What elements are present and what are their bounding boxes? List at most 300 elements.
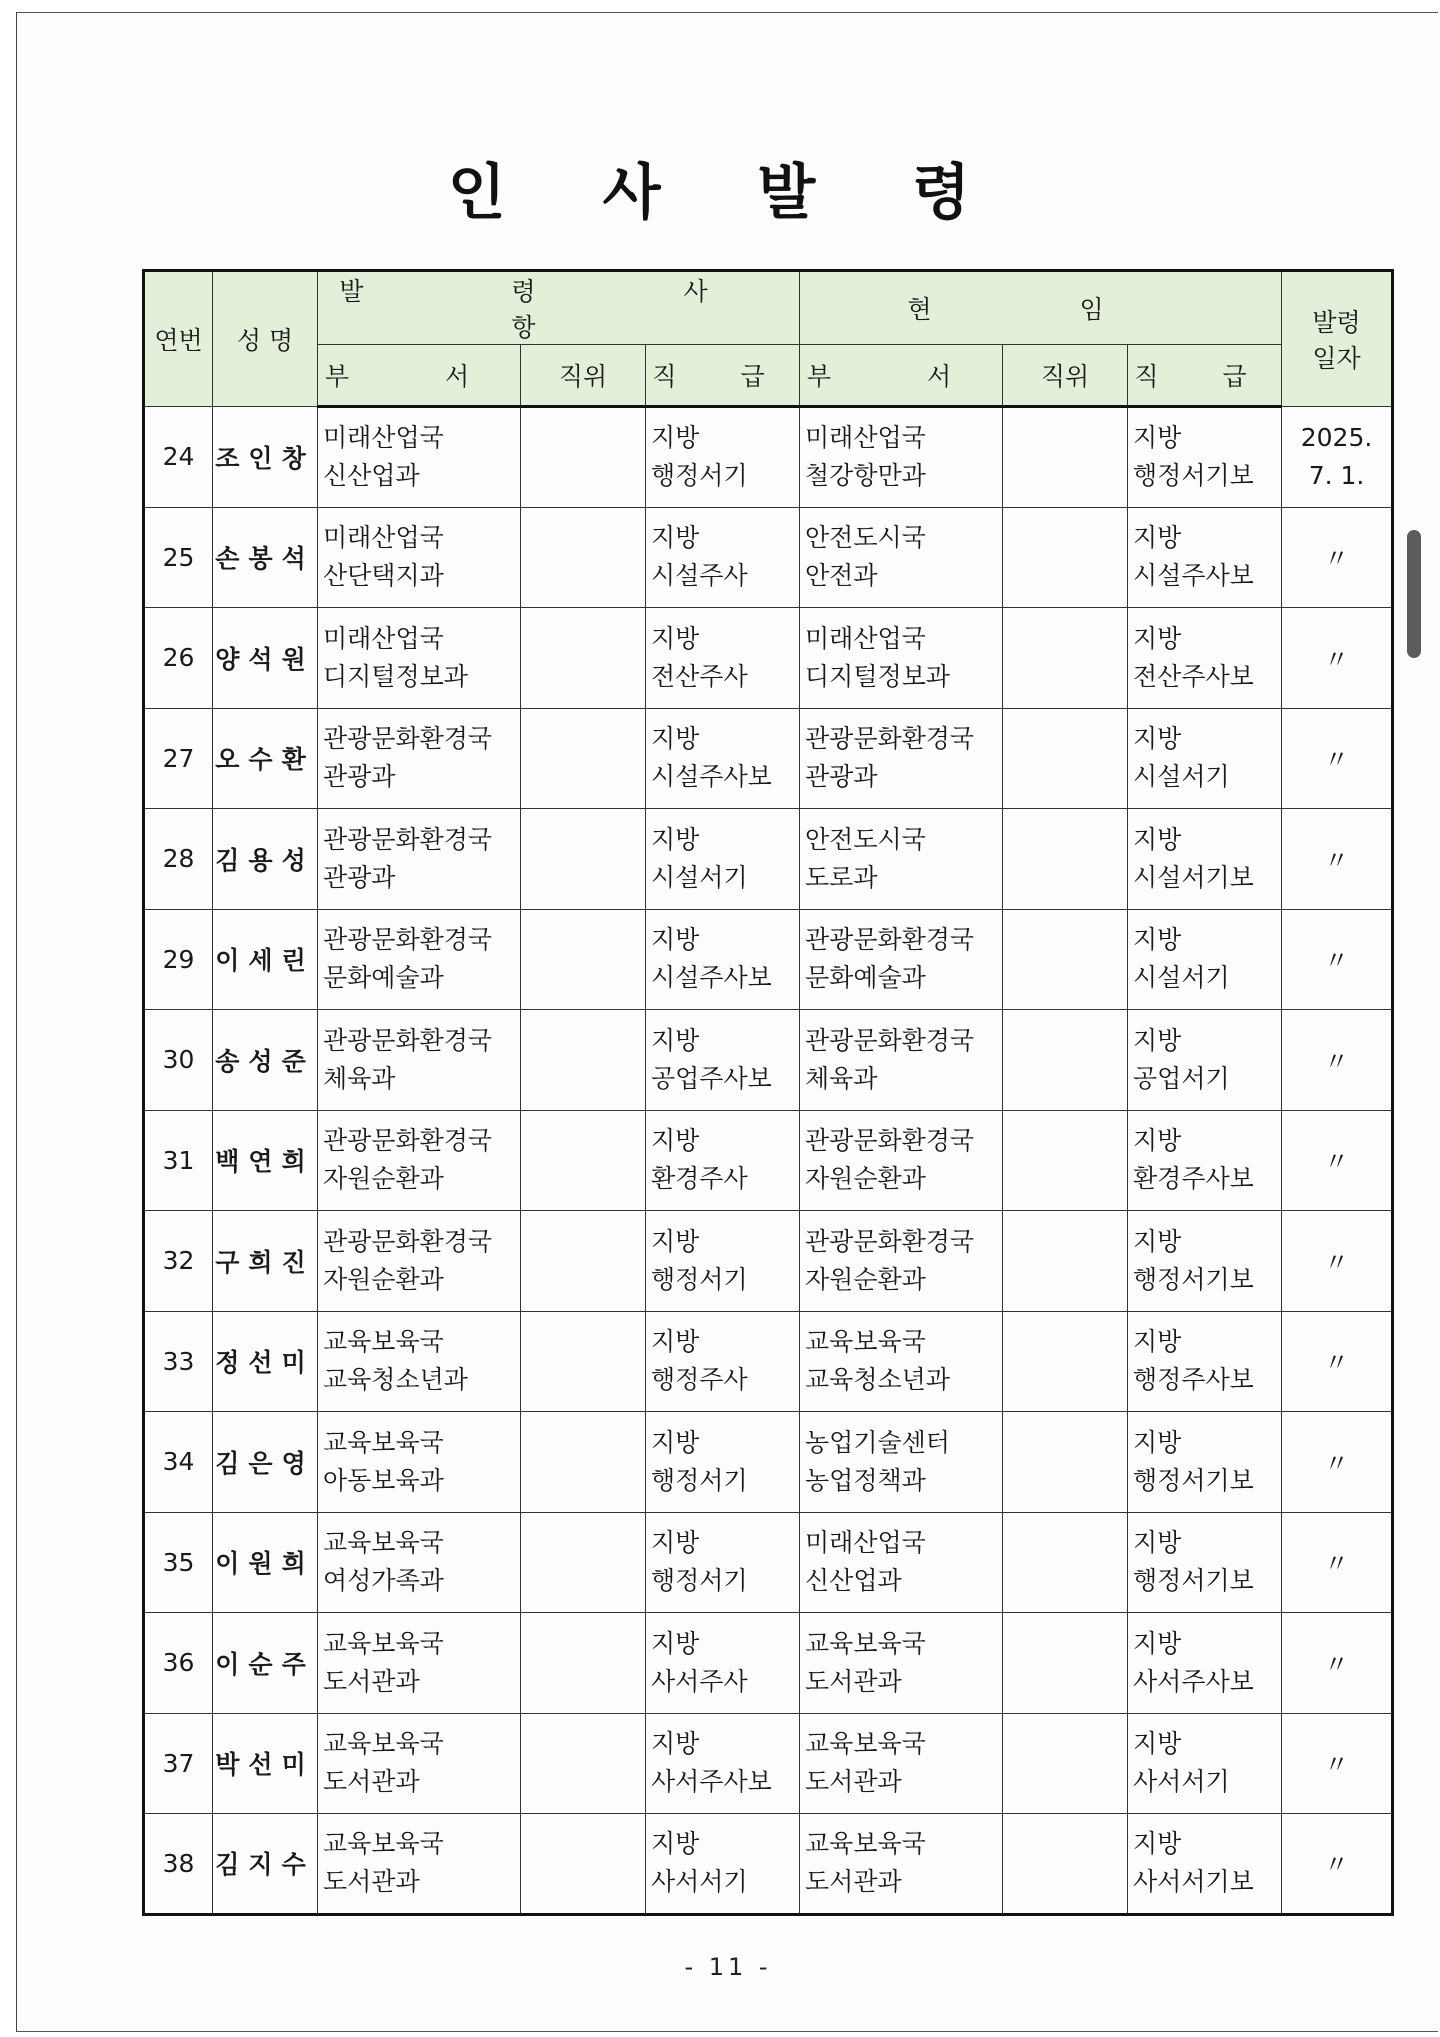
order-dept-cell-line: 자원순환과	[323, 1264, 444, 1294]
personnel-table	[142, 269, 1394, 1916]
seq-cell: 38	[144, 1814, 213, 1915]
current-dept-cell-lines	[800, 408, 1002, 507]
current-grade-cell-line: 지방	[1133, 1628, 1182, 1658]
order-grade-cell	[646, 507, 800, 608]
current-dept-cell	[800, 1713, 1003, 1814]
order-grade-cell	[646, 1211, 800, 1312]
name-cell: 오수환	[213, 708, 318, 809]
current-position-cell	[1003, 1512, 1128, 1613]
name-cell: 구희진	[213, 1211, 318, 1312]
current-dept-cell	[800, 407, 1003, 508]
seq-cell: 27	[144, 708, 213, 809]
current-dept-cell-line: 미래산업국	[805, 1528, 926, 1558]
current-grade-cell-lines	[1128, 1211, 1281, 1311]
current-grade-cell-line: 지방	[1133, 1729, 1182, 1759]
header-current-grade: 직 급	[1128, 345, 1282, 407]
current-position-cell	[1003, 608, 1128, 709]
order-dept-cell-lines	[318, 1814, 520, 1913]
order-grade-cell-line: 시설서기	[651, 862, 748, 892]
order-grade-cell-line: 지방	[651, 1628, 700, 1658]
order-grade-cell-line: 지방	[651, 523, 700, 553]
order-position-cell	[521, 1613, 646, 1714]
table-row	[144, 1412, 1393, 1513]
current-dept-cell	[800, 809, 1003, 910]
current-position-cell	[1003, 1010, 1128, 1111]
current-dept-cell-line: 도로과	[805, 862, 878, 892]
order-dept-cell	[318, 1512, 521, 1613]
date-cell-line: 〃	[1324, 1046, 1350, 1076]
current-position-cell	[1003, 1311, 1128, 1412]
order-dept-cell	[318, 1814, 521, 1915]
order-dept-cell-lines	[318, 809, 520, 909]
current-dept-cell	[800, 1211, 1003, 1312]
current-grade-cell-line: 지방	[1133, 1427, 1182, 1457]
header-order-grade: 직 급	[646, 345, 800, 407]
current-grade-cell-line: 지방	[1133, 1226, 1182, 1256]
current-dept-cell	[800, 507, 1003, 608]
order-grade-cell-line: 사서주사	[651, 1666, 748, 1696]
name-cell: 박선미	[213, 1713, 318, 1814]
current-dept-cell-line: 미래산업국	[805, 623, 926, 653]
order-grade-cell-lines	[646, 709, 799, 809]
order-dept-cell-line: 신산업과	[323, 461, 420, 491]
current-grade-cell	[1128, 608, 1282, 709]
order-dept-cell-lines	[318, 709, 520, 809]
current-dept-cell-lines	[800, 1412, 1002, 1512]
page-number: - 11 -	[684, 1953, 772, 1981]
header-seq: 연번	[144, 271, 213, 407]
current-grade-cell	[1128, 1010, 1282, 1111]
order-grade-cell-lines	[646, 408, 799, 507]
scrollbar-thumb[interactable]	[1407, 530, 1421, 658]
current-dept-cell-line: 교육보육국	[805, 1327, 926, 1357]
order-dept-cell-line: 자원순환과	[323, 1164, 444, 1194]
order-position-cell	[521, 1814, 646, 1915]
date-cell-line: 〃	[1324, 544, 1350, 574]
order-dept-cell-line: 미래산업국	[323, 523, 444, 553]
order-dept-cell	[318, 708, 521, 809]
current-dept-cell-lines	[800, 1714, 1002, 1814]
table-row	[144, 1713, 1393, 1814]
current-grade-cell-line: 공업서기	[1133, 1063, 1230, 1093]
name-cell: 김용성	[213, 809, 318, 910]
name-cell: 김지수	[213, 1814, 318, 1915]
order-dept-cell	[318, 1311, 521, 1412]
date-cell-line: 〃	[1324, 1448, 1350, 1478]
current-grade-cell-line: 행정주사보	[1133, 1365, 1254, 1395]
order-position-cell	[521, 1713, 646, 1814]
order-dept-cell-line: 문화예술과	[323, 963, 444, 993]
order-dept-cell-line: 교육보육국	[323, 1327, 444, 1357]
table-row	[144, 407, 1393, 508]
order-dept-cell	[318, 909, 521, 1010]
order-grade-cell-line: 지방	[651, 623, 700, 653]
name-cell: 이순주	[213, 1613, 318, 1714]
current-dept-cell-lines	[800, 1211, 1002, 1311]
table-row	[144, 1211, 1393, 1312]
date-cell	[1282, 1211, 1393, 1312]
order-grade-cell-lines	[646, 1814, 799, 1913]
order-dept-cell-line: 교육보육국	[323, 1729, 444, 1759]
current-grade-cell-line: 지방	[1133, 1327, 1182, 1357]
order-grade-cell-lines	[646, 910, 799, 1010]
current-grade-cell-lines	[1128, 1714, 1281, 1814]
order-dept-cell-lines	[318, 1010, 520, 1110]
table-body	[144, 407, 1393, 1915]
current-grade-cell	[1128, 1211, 1282, 1312]
current-position-cell	[1003, 809, 1128, 910]
date-cell	[1282, 407, 1393, 508]
current-position-cell	[1003, 708, 1128, 809]
order-grade-cell-line: 지방	[651, 1427, 700, 1457]
order-dept-cell	[318, 407, 521, 508]
current-grade-cell-lines	[1128, 1814, 1281, 1913]
current-dept-cell-line: 관광과	[805, 762, 878, 792]
order-position-cell	[521, 1412, 646, 1513]
current-dept-cell-line: 교육보육국	[805, 1628, 926, 1658]
order-dept-cell-lines	[318, 1111, 520, 1211]
order-grade-cell-line: 지방	[651, 925, 700, 955]
order-grade-cell-line: 시설주사보	[651, 963, 772, 993]
current-dept-cell-lines	[800, 709, 1002, 809]
order-grade-cell	[646, 1010, 800, 1111]
table-row	[144, 1512, 1393, 1613]
order-grade-cell-line: 지방	[651, 1327, 700, 1357]
order-dept-cell-lines	[318, 1312, 520, 1412]
current-dept-cell-lines	[800, 1814, 1002, 1913]
current-position-cell	[1003, 909, 1128, 1010]
date-cell	[1282, 608, 1393, 709]
current-grade-cell-line: 지방	[1133, 1829, 1182, 1859]
order-grade-cell-line: 지방	[651, 1729, 700, 1759]
order-dept-cell	[318, 608, 521, 709]
current-dept-cell	[800, 708, 1003, 809]
order-grade-cell-line: 전산주사	[651, 661, 748, 691]
order-position-cell	[521, 1110, 646, 1211]
order-grade-cell-lines	[646, 1613, 799, 1713]
date-cell	[1282, 809, 1393, 910]
current-dept-cell-line: 안전과	[805, 561, 878, 591]
order-dept-cell-lines	[318, 508, 520, 608]
current-grade-cell	[1128, 708, 1282, 809]
table-row	[144, 507, 1393, 608]
current-dept-cell-line: 관광문화환경국	[805, 1126, 975, 1156]
current-dept-cell-lines	[800, 1010, 1002, 1110]
current-dept-cell-line: 농업기술센터	[805, 1427, 950, 1457]
date-cell-line: 〃	[1324, 1649, 1350, 1679]
date-cell-line: 〃	[1324, 644, 1350, 674]
current-dept-cell-line: 관광문화환경국	[805, 724, 975, 754]
order-grade-cell	[646, 708, 800, 809]
current-dept-cell	[800, 1010, 1003, 1111]
header-current-position: 직위	[1003, 345, 1128, 407]
current-grade-cell	[1128, 1412, 1282, 1513]
current-grade-cell-line: 시설서기보	[1133, 862, 1254, 892]
current-dept-cell	[800, 1311, 1003, 1412]
order-position-cell	[521, 407, 646, 508]
current-grade-cell	[1128, 1311, 1282, 1412]
name-cell: 백연희	[213, 1110, 318, 1211]
date-cell-line: 〃	[1324, 845, 1350, 875]
current-grade-cell-line: 전산주사보	[1133, 661, 1254, 691]
seq-cell: 33	[144, 1311, 213, 1412]
seq-cell: 31	[144, 1110, 213, 1211]
date-cell-line: 〃	[1324, 1247, 1350, 1277]
order-dept-cell-line: 관광과	[323, 762, 396, 792]
order-dept-cell-line: 관광문화환경국	[323, 1226, 493, 1256]
seq-cell: 35	[144, 1512, 213, 1613]
current-grade-cell-line: 지방	[1133, 925, 1182, 955]
current-dept-cell	[800, 608, 1003, 709]
order-grade-cell	[646, 1613, 800, 1714]
current-grade-cell-line: 시설서기	[1133, 762, 1230, 792]
order-dept-cell	[318, 1211, 521, 1312]
current-dept-cell-lines	[800, 608, 1002, 708]
table-row	[144, 809, 1393, 910]
order-dept-cell-line: 관광문화환경국	[323, 724, 493, 754]
date-cell	[1282, 1110, 1393, 1211]
name-cell: 양석원	[213, 608, 318, 709]
date-cell	[1282, 1613, 1393, 1714]
order-dept-cell-line: 아동보육과	[323, 1465, 444, 1495]
order-grade-cell-line: 지방	[651, 724, 700, 754]
current-dept-cell-line: 철강항만과	[805, 461, 926, 491]
order-dept-cell-line: 관광문화환경국	[323, 1126, 493, 1156]
current-grade-cell-line: 지방	[1133, 724, 1182, 754]
date-cell-line: 〃	[1324, 1549, 1350, 1579]
order-grade-cell	[646, 407, 800, 508]
current-dept-cell-line: 관광문화환경국	[805, 1025, 975, 1055]
header-name: 성 명	[213, 271, 318, 407]
current-dept-cell-line: 관광문화환경국	[805, 925, 975, 955]
current-grade-cell	[1128, 1110, 1282, 1211]
order-dept-cell-line: 관광문화환경국	[323, 824, 493, 854]
order-grade-cell-line: 지방	[651, 1226, 700, 1256]
current-grade-cell-line: 지방	[1133, 1126, 1182, 1156]
date-cell-line: 〃	[1324, 1750, 1350, 1780]
order-grade-cell-line: 시설주사보	[651, 762, 772, 792]
order-grade-cell-line: 지방	[651, 1126, 700, 1156]
order-grade-cell	[646, 1412, 800, 1513]
order-grade-cell-line: 행정서기	[651, 1566, 748, 1596]
name-cell: 조인창	[213, 407, 318, 508]
date-cell-line: 〃	[1324, 946, 1350, 976]
order-position-cell	[521, 608, 646, 709]
header-date-line1: 발령	[1312, 308, 1361, 337]
current-dept-cell-line: 교육보육국	[805, 1729, 926, 1759]
order-grade-cell-line: 지방	[651, 1829, 700, 1859]
order-grade-cell-lines	[646, 1312, 799, 1412]
current-dept-cell-line: 농업정책과	[805, 1465, 926, 1495]
order-grade-cell-line: 공업주사보	[651, 1063, 772, 1093]
date-cell	[1282, 909, 1393, 1010]
name-cell: 이원희	[213, 1512, 318, 1613]
current-position-cell	[1003, 1211, 1128, 1312]
order-position-cell	[521, 909, 646, 1010]
current-dept-cell-lines	[800, 1312, 1002, 1412]
date-cell-line: 2025.	[1300, 422, 1373, 452]
current-position-cell	[1003, 1110, 1128, 1211]
current-dept-cell	[800, 1110, 1003, 1211]
current-grade-cell	[1128, 1613, 1282, 1714]
current-grade-cell-lines	[1128, 709, 1281, 809]
table-row	[144, 608, 1393, 709]
date-cell-line: 〃	[1324, 1348, 1350, 1378]
order-grade-cell-lines	[646, 508, 799, 608]
order-grade-cell-line: 행정주사	[651, 1365, 748, 1395]
order-dept-cell-lines	[318, 408, 520, 507]
date-cell	[1282, 1412, 1393, 1513]
order-dept-cell-line: 여성가족과	[323, 1566, 444, 1596]
seq-cell: 37	[144, 1713, 213, 1814]
order-dept-cell-lines	[318, 1211, 520, 1311]
current-grade-cell	[1128, 909, 1282, 1010]
current-grade-cell-line: 행정서기보	[1133, 1264, 1254, 1294]
order-grade-cell-line: 사서주사보	[651, 1767, 772, 1797]
seq-cell: 24	[144, 407, 213, 508]
order-dept-cell	[318, 809, 521, 910]
order-grade-cell-line: 지방	[651, 423, 700, 453]
order-dept-cell-line: 교육청소년과	[323, 1365, 468, 1395]
order-position-cell	[521, 1010, 646, 1111]
current-grade-cell-lines	[1128, 1412, 1281, 1512]
order-dept-cell-line: 디지털정보과	[323, 661, 468, 691]
seq-cell: 36	[144, 1613, 213, 1714]
order-grade-cell-lines	[646, 1111, 799, 1211]
order-dept-cell-line: 미래산업국	[323, 623, 444, 653]
current-dept-cell	[800, 1814, 1003, 1915]
current-grade-cell	[1128, 809, 1282, 910]
current-grade-cell-line: 행정서기보	[1133, 1566, 1254, 1596]
name-cell: 송성준	[213, 1010, 318, 1111]
order-grade-cell-lines	[646, 1412, 799, 1512]
current-dept-cell-line: 자원순환과	[805, 1264, 926, 1294]
table-row	[144, 708, 1393, 809]
order-grade-cell	[646, 809, 800, 910]
current-position-cell	[1003, 1613, 1128, 1714]
name-cell: 이세린	[213, 909, 318, 1010]
date-cell-line: 〃	[1324, 745, 1350, 775]
current-dept-cell	[800, 909, 1003, 1010]
order-dept-cell-line: 산단택지과	[323, 561, 444, 591]
current-dept-cell-line: 안전도시국	[805, 523, 926, 553]
name-cell: 정선미	[213, 1311, 318, 1412]
date-cell	[1282, 1311, 1393, 1412]
order-position-cell	[521, 1311, 646, 1412]
order-dept-cell-lines	[318, 1412, 520, 1512]
current-grade-cell-lines	[1128, 1010, 1281, 1110]
order-grade-cell-line: 사서서기	[651, 1867, 748, 1897]
current-dept-cell-lines	[800, 1513, 1002, 1613]
order-grade-cell-line: 환경주사	[651, 1164, 748, 1194]
name-cell: 김은영	[213, 1412, 318, 1513]
header-order-dept: 부 서	[318, 345, 521, 407]
order-grade-cell-line: 지방	[651, 824, 700, 854]
current-grade-cell-lines	[1128, 809, 1281, 909]
order-dept-cell-line: 도서관과	[323, 1767, 420, 1797]
order-grade-cell	[646, 1713, 800, 1814]
order-grade-cell-lines	[646, 1513, 799, 1613]
document-page	[16, 12, 1438, 2032]
current-grade-cell-lines	[1128, 1111, 1281, 1211]
order-dept-cell-line: 미래산업국	[323, 423, 444, 453]
order-dept-cell-line: 관광과	[323, 862, 396, 892]
current-dept-cell-line: 관광문화환경국	[805, 1226, 975, 1256]
order-grade-cell-line: 행정서기	[651, 1264, 748, 1294]
current-dept-cell	[800, 1613, 1003, 1714]
current-position-cell	[1003, 1814, 1128, 1915]
seq-cell: 25	[144, 507, 213, 608]
order-dept-cell-lines	[318, 1613, 520, 1713]
order-grade-cell	[646, 1512, 800, 1613]
current-position-cell	[1003, 1713, 1128, 1814]
current-grade-cell	[1128, 1814, 1282, 1915]
date-cell	[1282, 1512, 1393, 1613]
order-dept-cell	[318, 1713, 521, 1814]
order-position-cell	[521, 1211, 646, 1312]
order-grade-cell	[646, 909, 800, 1010]
header-order: 발 령 사 항	[318, 271, 800, 345]
seq-cell: 28	[144, 809, 213, 910]
table-row	[144, 1613, 1393, 1714]
table-row	[144, 909, 1393, 1010]
order-dept-cell-line: 교육보육국	[323, 1829, 444, 1859]
current-grade-cell	[1128, 1713, 1282, 1814]
order-dept-cell-lines	[318, 608, 520, 708]
current-grade-cell	[1128, 507, 1282, 608]
order-dept-cell-line: 도서관과	[323, 1666, 420, 1696]
current-grade-cell-lines	[1128, 1312, 1281, 1412]
date-cell-line: 〃	[1324, 1850, 1350, 1880]
order-dept-cell-line: 교육보육국	[323, 1528, 444, 1558]
current-dept-cell-line: 교육보육국	[805, 1829, 926, 1859]
current-dept-cell-line: 미래산업국	[805, 423, 926, 453]
table-row	[144, 1311, 1393, 1412]
order-grade-cell-lines	[646, 1714, 799, 1814]
header-current: 현 임	[800, 271, 1282, 345]
order-grade-cell-lines	[646, 608, 799, 708]
order-position-cell	[521, 708, 646, 809]
header-date-line2: 일자	[1312, 344, 1361, 373]
seq-cell: 29	[144, 909, 213, 1010]
current-dept-cell-line: 도서관과	[805, 1767, 902, 1797]
current-grade-cell-line: 환경주사보	[1133, 1164, 1254, 1194]
header-current-dept: 부 서	[800, 345, 1003, 407]
order-grade-cell	[646, 1311, 800, 1412]
date-cell	[1282, 1010, 1393, 1111]
current-dept-cell-line: 문화예술과	[805, 963, 926, 993]
date-cell-line: 7. 1.	[1308, 460, 1365, 490]
seq-cell: 30	[144, 1010, 213, 1111]
seq-cell: 34	[144, 1412, 213, 1513]
order-dept-cell-line: 교육보육국	[323, 1628, 444, 1658]
current-dept-cell	[800, 1512, 1003, 1613]
order-dept-cell-line: 관광문화환경국	[323, 1025, 493, 1055]
current-grade-cell-lines	[1128, 1613, 1281, 1713]
order-dept-cell-line: 관광문화환경국	[323, 925, 493, 955]
order-grade-cell-lines	[646, 1010, 799, 1110]
current-grade-cell-line: 지방	[1133, 1528, 1182, 1558]
current-grade-cell-line: 시설서기	[1133, 963, 1230, 993]
date-cell-line: 〃	[1324, 1147, 1350, 1177]
current-dept-cell-lines	[800, 910, 1002, 1010]
current-dept-cell-line: 도서관과	[805, 1666, 902, 1696]
seq-cell: 32	[144, 1211, 213, 1312]
date-cell	[1282, 708, 1393, 809]
order-dept-cell	[318, 1613, 521, 1714]
page-title: 인 사 발 령	[447, 158, 1009, 228]
current-grade-cell	[1128, 1512, 1282, 1613]
